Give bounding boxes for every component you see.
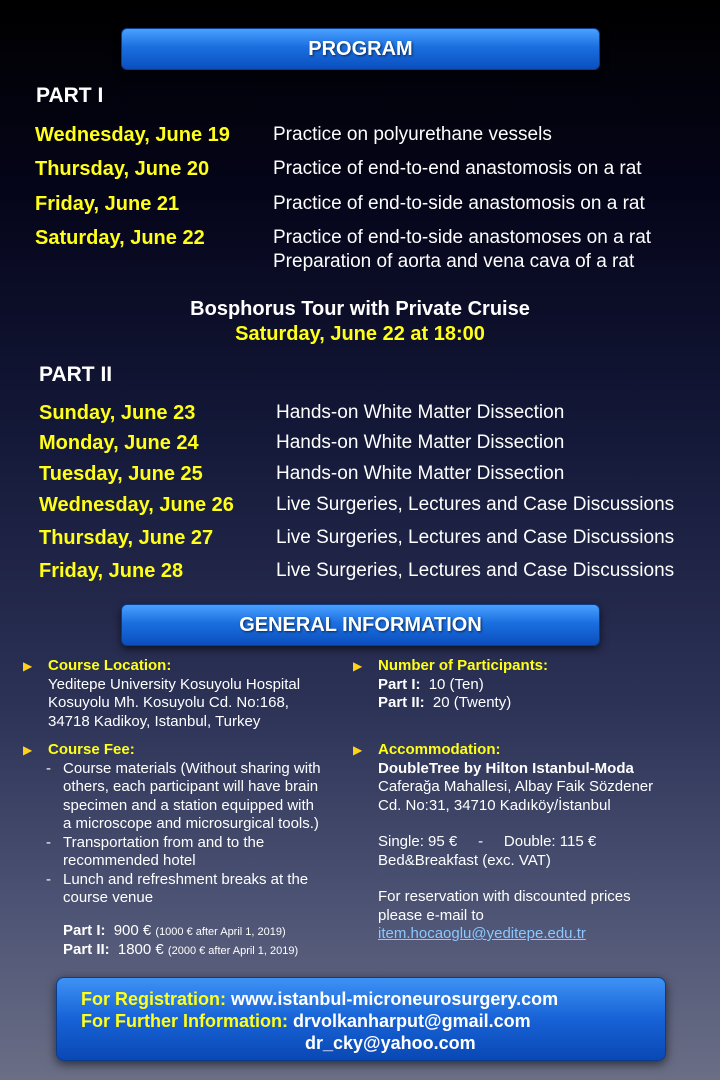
- triangle-bullet-icon: ▶: [353, 743, 363, 757]
- location-line: 34718 Kadikoy, Istanbul, Turkey: [48, 712, 261, 730]
- fee-list: [46, 760, 353, 908]
- course-fee-heading: Course Fee:: [48, 741, 135, 758]
- schedule-day: Wednesday, June 26: [39, 494, 234, 516]
- bed-breakfast: Bed&Breakfast (exc. VAT): [378, 851, 551, 869]
- course-fee-section: [23, 741, 353, 961]
- fee-part2-price: 1800 €: [117, 941, 164, 958]
- registration-website-link[interactable]: www.istanbul-microneurosurgery.com: [231, 989, 559, 1009]
- further-info-email-link-2[interactable]: dr_cky@yahoo.com: [305, 1033, 476, 1053]
- program-banner: PROGRAM: [121, 28, 600, 70]
- participants-part2-label: Part II:: [378, 694, 425, 711]
- schedule-day: Thursday, June 20: [35, 158, 210, 180]
- schedule-activity: Practice of end-to-side anastomosis on a rat: [273, 193, 645, 214]
- course-location-heading: Course Location:: [48, 657, 172, 674]
- fee-item: - Lunch and refreshment breaks at the course venue: [46, 871, 353, 908]
- course-location-section: [23, 657, 348, 731]
- location-line: Yeditepe University Kosuyolu Hospital: [48, 675, 301, 693]
- accommodation-section: [353, 741, 708, 944]
- hotel-name: DoubleTree by Hilton Istanbul-Moda: [378, 759, 634, 777]
- part2-title: PART II: [39, 363, 113, 386]
- room-prices: Single: 95 € - Double: 115 €: [378, 833, 597, 850]
- part1-title: PART I: [36, 84, 104, 107]
- further-info-line: [81, 1010, 531, 1032]
- schedule-activity: Live Surgeries, Lectures and Case Discussions: [276, 494, 675, 515]
- schedule-activity: Live Surgeries, Lectures and Case Discussions: [276, 560, 675, 581]
- fee-price-part1: [48, 922, 353, 942]
- accommodation-heading: Accommodation:: [378, 741, 501, 758]
- registration-box: [56, 977, 666, 1061]
- further-info-label: For Further Information:: [81, 1011, 288, 1031]
- schedule-activity: Live Surgeries, Lectures and Case Discussions: [276, 527, 675, 548]
- schedule-day: Thursday, June 27: [39, 527, 214, 549]
- schedule-day: Wednesday, June 19: [35, 124, 230, 146]
- tour-date-text: Saturday, June 22 at 18:00: [235, 323, 485, 345]
- schedule-day: Saturday, June 22: [35, 227, 205, 249]
- fee-item-line: Lunch and refreshment breaks at the: [63, 870, 309, 888]
- reservation-email-link[interactable]: item.hocaoglu@yeditepe.edu.tr: [378, 925, 586, 942]
- fee-item-line: recommended hotel: [63, 852, 196, 869]
- fee-item-line: Course materials (Without sharing with: [63, 759, 321, 777]
- participants-part2-value: 20 (Twenty): [432, 694, 512, 711]
- fee-part2-note: (2000 € after April 1, 2019): [167, 945, 299, 957]
- further-info-email-link[interactable]: drvolkanharput@gmail.com: [293, 1011, 531, 1031]
- fee-part2-label: Part II:: [63, 941, 110, 958]
- tour-title: Bosphorus Tour with Private Cruise: [190, 298, 530, 320]
- fee-item-line: a microscope and microsurgical tools.): [63, 815, 319, 832]
- fee-part1-note: (1000 € after April 1, 2019): [155, 925, 286, 938]
- further-info-line-2: [305, 1032, 476, 1054]
- fee-item: - Transportation from and to the recommended hotel: [46, 834, 353, 871]
- fee-price-part2: [48, 941, 353, 961]
- participants-heading: Number of Participants:: [378, 657, 549, 674]
- schedule-activity-line2: Preparation of aorta and vena cava of a rat: [273, 251, 635, 272]
- reservation-text: please e-mail to: [378, 906, 484, 924]
- fee-item-line: specimen and a station equipped with: [63, 796, 315, 814]
- schedule-day: Friday, June 21: [35, 193, 180, 215]
- triangle-bullet-icon: ▶: [23, 743, 33, 757]
- reservation-text: For reservation with discounted prices: [378, 888, 631, 905]
- schedule-activity: Hands-on White Matter Dissection: [276, 463, 565, 484]
- hotel-address: Cd. No:31, 34710 Kadıköy/İstanbul: [378, 796, 611, 814]
- schedule-activity: Practice on polyurethane vessels: [273, 124, 552, 145]
- registration-line: [81, 988, 558, 1010]
- participants-part1-value: 10 (Ten): [428, 675, 484, 693]
- fee-part1-label: Part I:: [63, 921, 106, 939]
- location-line: Kosuyolu Mh. Kosuyolu Cd. No:168,: [48, 694, 289, 711]
- fee-item-line: Transportation from and to the: [63, 833, 265, 851]
- tour-date: [0, 323, 720, 346]
- schedule-day: Tuesday, June 25: [39, 463, 203, 485]
- schedule-day: Monday, June 24: [39, 432, 199, 454]
- participants-part2: [378, 694, 698, 713]
- schedule-activity: Practice of end-to-end anastomosis on a rat: [273, 158, 642, 179]
- triangle-bullet-icon: ▶: [353, 659, 363, 673]
- participants-part1: [378, 676, 698, 695]
- hotel-address: Caferağa Mahallesi, Albay Faik Sözdener: [378, 778, 654, 795]
- schedule-day: Friday, June 28: [39, 560, 184, 582]
- participants-section: [353, 657, 698, 713]
- schedule-activity: Practice of end-to-side anastomoses on a rat: [273, 227, 652, 248]
- schedule-activity: Hands-on White Matter Dissection: [276, 432, 565, 453]
- fee-item-line: others, each participant will have brain: [63, 778, 319, 795]
- fee-item-line: course venue: [63, 889, 154, 906]
- schedule-day: Sunday, June 23: [39, 402, 196, 424]
- general-information-banner: GENERAL INFORMATION: [121, 604, 600, 646]
- fee-part1-price: 900 €: [113, 921, 152, 939]
- schedule-activity: Hands-on White Matter Dissection: [276, 402, 565, 423]
- registration-label: For Registration:: [81, 989, 227, 1009]
- fee-item: - Course materials (Without sharing with others, each participant will have brain specimen and a station equipped with a microscope and microsurgical tools.): [46, 760, 353, 834]
- participants-part1-label: Part I:: [378, 675, 421, 693]
- triangle-bullet-icon: ▶: [23, 659, 33, 673]
